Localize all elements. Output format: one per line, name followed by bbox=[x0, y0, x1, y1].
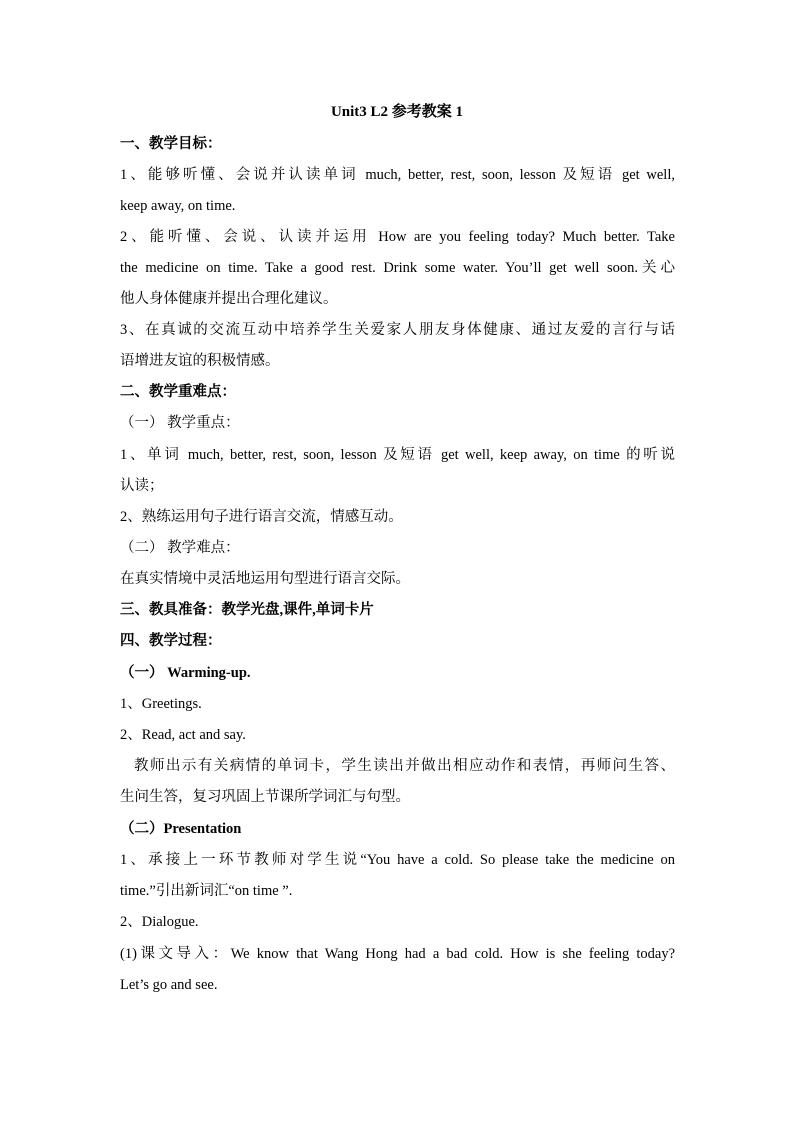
paragraph-line: 1、Greetings. bbox=[120, 696, 202, 712]
paragraph-line: 3、在真诚的交流互动中培养学生关爱家人朋友身体健康、通过友爱的言行与话 bbox=[120, 322, 675, 338]
heading-teaching-aids: 三、教具准备：教学光盘,课件,单词卡片 bbox=[120, 602, 374, 618]
paragraph-line: (1)课文导入：We know that Wang Hong had a bad cold. How is she feeling today? bbox=[120, 946, 675, 962]
paragraph-line: 2、能听懂、会说、认读并运用 How are you feeling today? Much better. Take bbox=[120, 229, 675, 245]
heading-teaching-goals: 一、教学目标： bbox=[120, 136, 222, 152]
paragraph-line: 教师出示有关病情的单词卡，学生读出并做出相应动作和表情，再师问生答、 bbox=[134, 758, 675, 774]
paragraph-line: 他人身体健康并提出合理化建议。 bbox=[120, 291, 338, 307]
paragraph-line: the medicine on time. Take a good rest. Drink some water. You’ll get well soon.关心 bbox=[120, 260, 675, 276]
paragraph-line: 1、承接上一环节教师对学生说“You have a cold. So please take the medicine on bbox=[120, 852, 675, 868]
paragraph-line: time.”引出新词汇“on time ”. bbox=[120, 883, 293, 899]
paragraph-line: 2、Dialogue. bbox=[120, 914, 199, 930]
subheading-presentation: （二）Presentation bbox=[120, 821, 242, 837]
paragraph-line: 2、熟练运用句子进行语言交流，情感互动。 bbox=[120, 509, 403, 525]
paragraph-line: 1、能够听懂、会说并认读单词 much, better, rest, soon, lesson 及短语 get well, bbox=[120, 167, 675, 183]
paragraph-line: 生问生答，复习巩固上节课所学词汇与句型。 bbox=[120, 789, 410, 805]
paragraph-line: 语增进友谊的积极情感。 bbox=[120, 353, 280, 369]
paragraph-line: Let’s go and see. bbox=[120, 977, 218, 993]
paragraph-line: 认读； bbox=[120, 478, 164, 494]
paragraph-line: 在真实情境中灵活地运用句型进行语言交际。 bbox=[120, 571, 410, 587]
paragraph-line: 1、单词 much, better, rest, soon, lesson 及短语 get well, keep away, on time 的听说 bbox=[120, 447, 675, 463]
document-title: Unit3 L2 参考教案 1 bbox=[330, 104, 464, 120]
subheading-difficult-points: （二） 教学难点： bbox=[120, 540, 240, 556]
subheading-key-points: （一） 教学重点： bbox=[120, 415, 240, 431]
paragraph-line: keep away, on time. bbox=[120, 198, 236, 214]
heading-key-difficult-points: 二、教学重难点： bbox=[120, 384, 236, 400]
paragraph-line: 2、Read, act and say. bbox=[120, 727, 246, 743]
heading-teaching-process: 四、教学过程： bbox=[120, 633, 222, 649]
subheading-warming-up: （一） Warming-up. bbox=[120, 665, 251, 681]
